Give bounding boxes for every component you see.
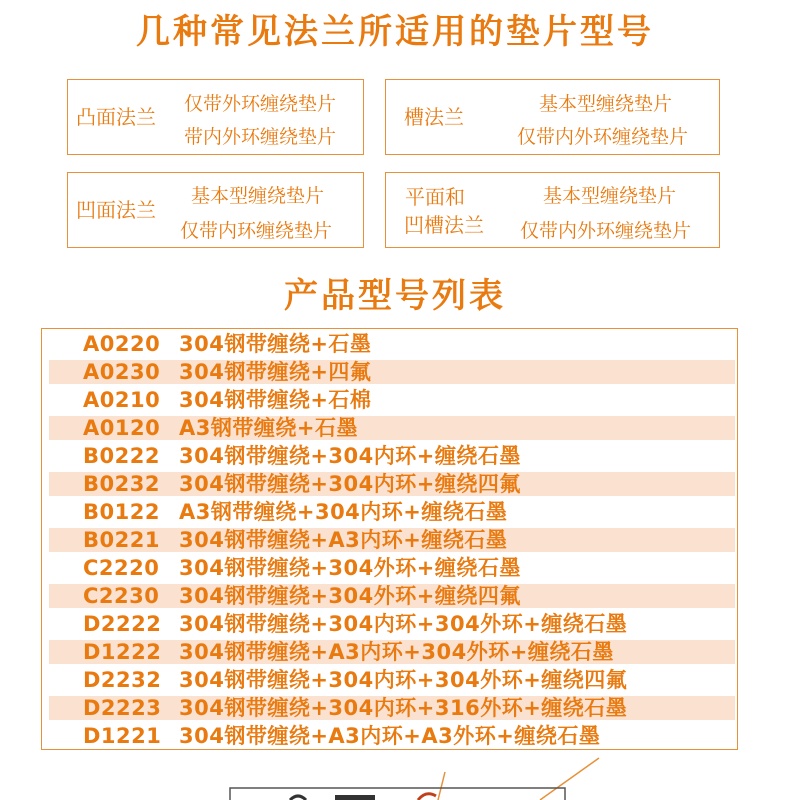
product-code: A0210 — [83, 388, 161, 412]
product-desc: 304钢带缠绕+304内环+304外环+缠绕四氟 — [179, 668, 628, 692]
gasket-type: 基本型缠绕垫片 — [539, 93, 673, 115]
gasket-type: 基本型缠绕垫片 — [543, 185, 677, 207]
flange-name — [404, 183, 484, 239]
decorative-artwork — [0, 750, 790, 800]
gasket-type: 带内外环缠绕垫片 — [184, 126, 337, 148]
product-row — [49, 584, 735, 608]
product-row — [49, 388, 735, 412]
flange-name-line: 平面和 — [405, 185, 465, 209]
gasket-type: 仅带内环缠绕垫片 — [180, 220, 333, 242]
product-desc: 304钢带缠绕+304外环+缠绕石墨 — [179, 556, 521, 580]
product-row — [49, 332, 735, 356]
product-desc: 304钢带缠绕+304内环+缠绕石墨 — [179, 444, 521, 468]
product-row — [49, 556, 735, 580]
product-list — [41, 328, 738, 750]
product-row — [49, 640, 735, 664]
product-code: B0221 — [83, 528, 160, 552]
product-code: A0230 — [83, 360, 161, 384]
flange-name: 槽法兰 — [404, 105, 464, 129]
product-row — [49, 472, 735, 496]
product-code: A0220 — [83, 332, 161, 356]
product-desc: 304钢带缠绕+304内环+缠绕四氟 — [179, 472, 521, 496]
product-row — [49, 724, 735, 748]
flange-name: 凹面法兰 — [76, 198, 156, 222]
flange-card-recessed-face — [67, 172, 364, 248]
product-row — [49, 500, 735, 524]
product-row — [49, 528, 735, 552]
product-code: C2220 — [83, 556, 160, 580]
product-code: A0120 — [83, 416, 161, 440]
product-row — [49, 696, 735, 720]
product-code: D2223 — [83, 696, 162, 720]
product-code: C2230 — [83, 584, 160, 608]
flange-card-groove — [385, 79, 720, 155]
product-desc: 304钢带缠绕+四氟 — [179, 360, 372, 384]
product-row — [49, 612, 735, 636]
product-row — [49, 668, 735, 692]
product-desc: A3钢带缠绕+304内环+缠绕石墨 — [179, 500, 508, 524]
product-code: D2232 — [83, 668, 162, 692]
product-desc: 304钢带缠绕+A3内环+缠绕石墨 — [179, 528, 508, 552]
product-code: B0232 — [83, 472, 160, 496]
product-desc: 304钢带缠绕+石墨 — [179, 332, 372, 356]
flange-name-line: 凹槽法兰 — [404, 213, 484, 237]
flange-card-flat-and-groove — [385, 172, 720, 248]
product-desc: 304钢带缠绕+石棉 — [179, 388, 372, 412]
product-code: D1222 — [83, 640, 162, 664]
product-code: D1221 — [83, 724, 162, 748]
product-desc: 304钢带缠绕+304外环+缠绕四氟 — [179, 584, 521, 608]
product-desc: 304钢带缠绕+A3内环+304外环+缠绕石墨 — [179, 640, 614, 664]
product-code: B0122 — [83, 500, 160, 524]
gasket-type: 仅带内外环缠绕垫片 — [517, 126, 689, 148]
product-row — [49, 444, 735, 468]
product-row — [49, 360, 735, 384]
product-code: D2222 — [83, 612, 162, 636]
product-desc: A3钢带缠绕+石墨 — [179, 416, 358, 440]
gasket-type: 仅带内外环缠绕垫片 — [520, 220, 692, 242]
product-code: B0222 — [83, 444, 160, 468]
flange-card-raised-face — [67, 79, 364, 155]
product-desc: 304钢带缠绕+304内环+304外环+缠绕石墨 — [179, 612, 628, 636]
section-title: 产品型号列表 — [284, 276, 506, 316]
gasket-type: 基本型缠绕垫片 — [191, 185, 325, 207]
product-row — [49, 416, 735, 440]
product-desc: 304钢带缠绕+A3内环+A3外环+缠绕石墨 — [179, 724, 601, 748]
product-desc: 304钢带缠绕+304内环+316外环+缠绕石墨 — [179, 696, 628, 720]
gasket-type: 仅带外环缠绕垫片 — [184, 93, 337, 115]
flange-name: 凸面法兰 — [76, 105, 156, 129]
page-title: 几种常见法兰所适用的垫片型号 — [136, 12, 654, 52]
